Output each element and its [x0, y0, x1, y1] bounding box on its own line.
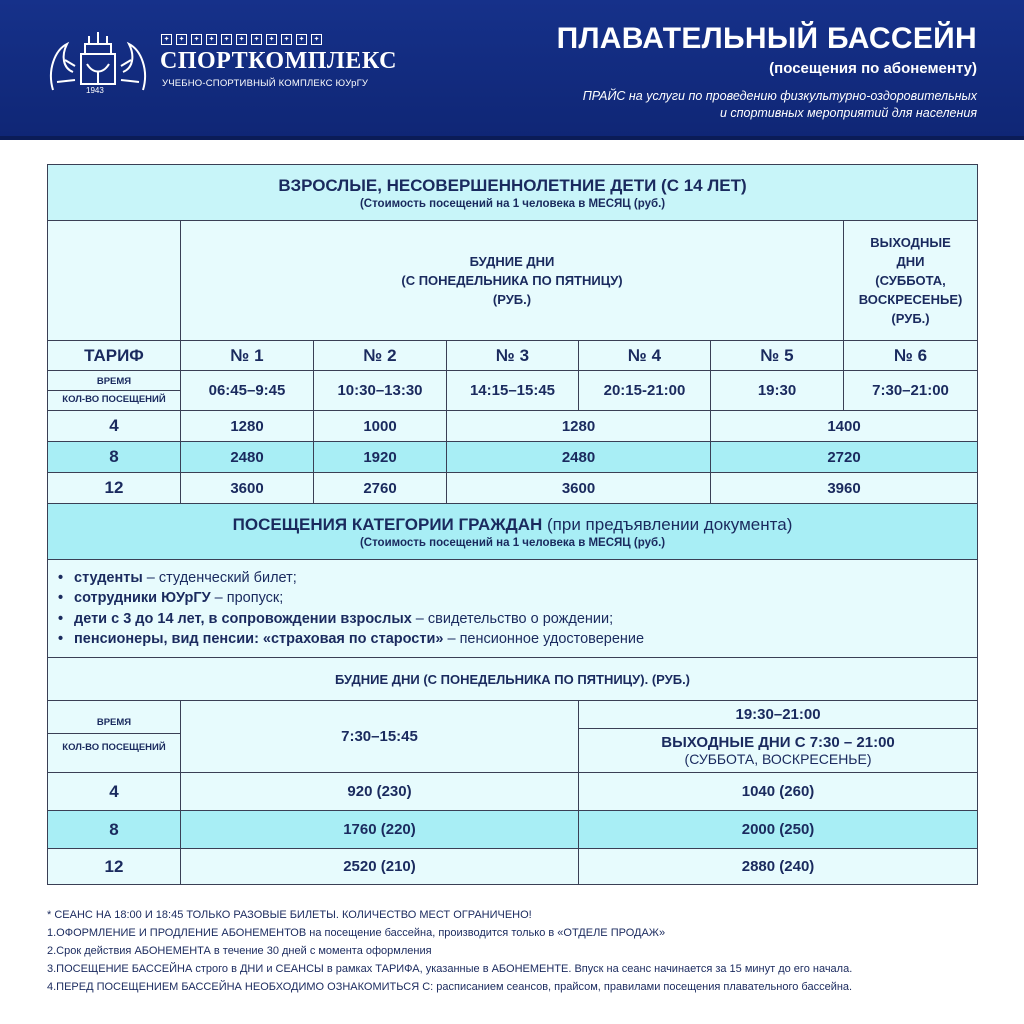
weekdays-header	[181, 221, 844, 341]
categories-list	[48, 560, 978, 658]
time-6: 7:30–21:00	[844, 371, 978, 411]
price-cell: 1280	[181, 411, 314, 442]
list-item	[70, 568, 969, 589]
weekend-line-1: ВЫХОДНЫЕ	[870, 235, 951, 250]
price-cell: 1280	[447, 411, 711, 442]
time-5: 19:30	[711, 371, 844, 411]
count-label: КОЛ-ВО ПОСЕЩЕНИЙ	[62, 394, 166, 405]
price-cell: 1000	[314, 411, 447, 442]
price-cell: 1920	[314, 442, 447, 473]
weekend-cell	[579, 729, 978, 773]
price-cell: 2880 (240)	[579, 849, 978, 885]
price-cell: 920 (230)	[181, 773, 579, 811]
page-subtitle: (посещения по абонементу)	[769, 60, 977, 77]
item-bold: студенты	[74, 569, 143, 586]
list-item	[70, 629, 969, 650]
list-item	[70, 609, 969, 630]
section2-title-rest: (при предъявлении документа)	[542, 514, 793, 534]
note-line: 4.ПЕРЕД ПОСЕЩЕНИЕМ БАССЕЙНА НЕОБХОДИМО ОЗНАКОМИТЬСЯ С: расписанием сеансов, прайсом, правилами посещения плавательного бассейна.	[47, 981, 853, 993]
price-line-1: ПРАЙС на услуги по проведению физкультурно-оздоровительных	[582, 89, 977, 103]
weekdays-line-2: (С ПОНЕДЕЛЬНИКА ПО ПЯТНИЦУ)	[401, 273, 623, 288]
section1-title: ВЗРОСЛЫЕ, НЕСОВЕРШЕННОЛЕТНИЕ ДЕТИ (С 14 ЛЕТ)	[278, 175, 747, 195]
price-cell: 2000 (250)	[579, 811, 978, 849]
brand-subtitle: УЧЕБНО-СПОРТИВНЫЙ КОМПЛЕКС ЮУрГУ	[162, 78, 369, 89]
item-rest: – пенсионное удостоверение	[443, 631, 645, 647]
item-bold: дети с 3 до 14 лет, в сопровождении взрослых	[74, 610, 412, 627]
note-line: 1.ОФОРМЛЕНИЕ И ПРОДЛЕНИЕ АБОНЕМЕНТОВ на посещение бассейна, производится только в «ОТДЕЛЕ ПРОДАЖ»	[47, 927, 666, 939]
empty-corner-cell	[48, 221, 181, 341]
section2-subtitle: (Стоимость посещений на 1 человека в МЕСЯЦ (руб.)	[359, 536, 666, 549]
table-row	[48, 849, 978, 885]
table-row	[48, 411, 978, 442]
weekend-header	[844, 221, 978, 341]
sport-pictogram-icons: ✦ ✦ ✦ ✦ ✦ ✦ ✦ ✦ ✦ ✦ ✦	[161, 34, 322, 45]
weekend-line-5: (РУБ.)	[891, 311, 930, 326]
table-row	[48, 442, 978, 473]
page-title: ПЛАВАТЕЛЬНЫЙ БАССЕЙН	[556, 22, 977, 55]
section2-header	[48, 504, 978, 560]
table-row	[48, 811, 978, 849]
tarif-6: № 6	[844, 341, 978, 371]
header-divider	[0, 136, 1024, 140]
time-label: ВРЕМЯ	[48, 373, 180, 391]
list-item	[70, 588, 969, 609]
time-label-2: ВРЕМЯ	[48, 712, 180, 734]
tarif-5: № 5	[711, 341, 844, 371]
price-cell: 2720	[711, 442, 978, 473]
price-cell: 2480	[447, 442, 711, 473]
time-4: 20:15-21:00	[579, 371, 711, 411]
item-rest: – студенческий билет;	[142, 569, 297, 586]
visits-4: 4	[48, 411, 181, 442]
weekend-line-3: (СУББОТА,	[875, 273, 946, 288]
tarif-4: № 4	[579, 341, 711, 371]
logo-year: 1943	[86, 86, 104, 95]
tarif-3: № 3	[447, 341, 579, 371]
weekend-line-4: ВОСКРЕСЕНЬЕ)	[858, 292, 963, 307]
price-cell: 2520 (210)	[181, 849, 579, 885]
visits-12: 12	[48, 473, 181, 504]
price-cell: 3600	[447, 473, 711, 504]
item-bold: сотрудники ЮУрГУ	[74, 590, 211, 606]
weekend-line-2: ДНИ	[896, 254, 925, 269]
price-cell: 1400	[711, 411, 978, 442]
footnotes	[47, 906, 987, 996]
tarif-label: ТАРИФ	[48, 341, 181, 371]
price-cell: 1040 (260)	[579, 773, 978, 811]
weekdays-line-3: (РУБ.)	[492, 292, 532, 307]
weekend-b-line-2: (СУББОТА, ВОСКРЕСЕНЬЕ)	[684, 751, 872, 767]
table-row	[48, 773, 978, 811]
brand-name: СПОРТКОМПЛЕКС	[160, 48, 397, 74]
time-3: 14:15–15:45	[447, 371, 579, 411]
section2-title	[48, 515, 977, 535]
item-rest: – свидетельство о рождении;	[411, 610, 614, 627]
note-line: 2.Срок действия АБОНЕМЕНТА в течение 30 дней с момента оформления	[47, 945, 432, 957]
item-bold: пенсионеры, вид пенсии: «страховая по старости»	[74, 631, 444, 647]
note-line: 3.ПОСЕЩЕНИЕ БАССЕЙНА строго в ДНИ и СЕАНСЫ в рамках ТАРИФА, указанные в АБОНЕМЕНТЕ. Впуск на сеанс начинается за 15 минут до его начала.	[47, 963, 853, 975]
time-weekday-cell: 7:30–15:45	[181, 701, 579, 773]
section1-header	[48, 165, 978, 221]
visits-8-b: 8	[48, 811, 181, 849]
table-row	[48, 473, 978, 504]
price-line-2: и спортивных мероприятий для населения	[719, 106, 977, 120]
tarif-1: № 1	[181, 341, 314, 371]
weekdays-line-1: БУДНИЕ ДНИ	[469, 254, 555, 269]
time-1: 06:45–9:45	[181, 371, 314, 411]
price-table	[47, 164, 978, 885]
visits-4-b: 4	[48, 773, 181, 811]
visits-12-b: 12	[48, 849, 181, 885]
price-cell: 3600	[181, 473, 314, 504]
time-2: 10:30–13:30	[314, 371, 447, 411]
visits-8: 8	[48, 442, 181, 473]
time-count-label-cell-2	[48, 701, 181, 773]
tarif-2: № 2	[314, 341, 447, 371]
time-count-label-cell	[48, 371, 181, 411]
time-evening-cell: 19:30–21:00	[579, 701, 978, 729]
price-description	[583, 88, 977, 122]
item-rest: – пропуск;	[210, 590, 284, 606]
section1-subtitle: (Стоимость посещений на 1 человека в МЕСЯЦ (руб.)	[359, 197, 666, 210]
price-cell: 2760	[314, 473, 447, 504]
price-cell: 3960	[711, 473, 978, 504]
weekend-b-line-1: ВЫХОДНЫЕ ДНИ С 7:30 – 21:00	[661, 734, 895, 751]
section2-weekdays-heading: БУДНИЕ ДНИ (С ПОНЕДЕЛЬНИКА ПО ПЯТНИЦУ). (РУБ.)	[48, 658, 978, 701]
price-cell: 1760 (220)	[181, 811, 579, 849]
price-cell: 2480	[181, 442, 314, 473]
note-line: * СЕАНС НА 18:00 И 18:45 ТОЛЬКО РАЗОВЫЕ БИЛЕТЫ. КОЛИЧЕСТВО МЕСТ ОГРАНИЧЕНО!	[47, 909, 532, 921]
header-banner	[0, 0, 1024, 140]
count-label-2: КОЛ-ВО ПОСЕЩЕНИЙ	[62, 742, 166, 753]
section2-title-bold: ПОСЕЩЕНИЯ КАТЕГОРИИ ГРАЖДАН	[232, 514, 543, 534]
